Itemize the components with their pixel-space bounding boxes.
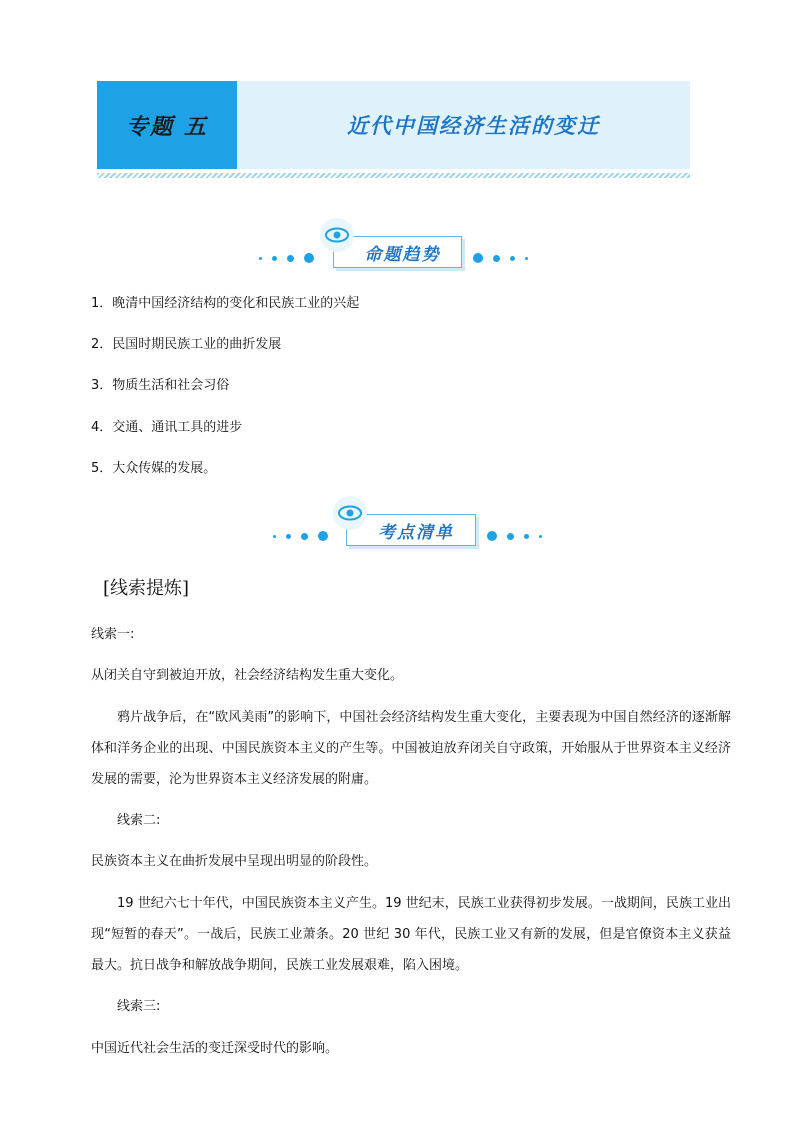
section-title-trends: 命题趋势 [333,236,462,268]
topic-label: 专题 五 [126,113,208,140]
eye-icon [333,496,367,530]
topic-number-block [97,81,237,169]
section-header-trends [0,218,794,278]
decorative-dots-right [487,530,542,542]
list-item: 1．晚清中国经济结构的变化和民族工业的兴起 [91,296,360,311]
section-title-checklist: 考点清单 [346,514,476,546]
clue-summary: 民族资本主义在曲折发展中呈现出明显的阶段性。 [91,854,378,869]
decorative-dots-right [473,252,528,264]
decorative-dots-left [273,530,328,542]
list-item: 3．物质生活和社会习俗 [91,378,230,393]
subheading: [线索提炼] [103,578,190,599]
list-item: 5．大众传媒的发展。 [91,461,217,476]
clue-label: 线索二: [117,813,161,828]
decorative-dots-left [259,252,314,264]
topic-banner [97,81,690,169]
clue-body: 19 世纪六七十年代，中国民族资本主义产生。19 世纪末，民族工业获得初步发展。一战期间，民族工业出现“短暂的春天”。一战后，民族工业萧条。20 世纪 30 年代，民族工业又有新的发展，但是官僚资本主义获益最大。抗日战争和解放战争期间，民族工业发展艰难，陷入困境。 [91,896,731,973]
eye-icon [320,218,354,252]
clue-label: 线索三: [117,999,161,1014]
section-header-checklist [0,496,794,556]
topic-title: 近代中国经济生活的变迁 [347,113,600,138]
clue-summary: 中国近代社会生活的变迁深受时代的影响。 [91,1041,339,1056]
clue-body: 鸦片战争后，在“欧风美雨”的影响下，中国社会经济结构发生重大变化，主要表现为中国自然经济的逐渐解体和洋务企业的出现、中国民族资本主义的产生等。中国被迫放弃闭关自守政策，开始服从于世界资本主义经济发展的需要，沦为世界资本主义经济发展的附庸。 [91,710,731,787]
list-item: 2．民国时期民族工业的曲折发展 [91,337,282,352]
banner-divider [97,173,690,178]
clue-summary: 从闭关自守到被迫开放，社会经济结构发生重大变化。 [91,668,404,683]
clue-label: 线索一: [91,627,135,642]
list-item: 4．交通、通讯工具的进步 [91,420,243,435]
